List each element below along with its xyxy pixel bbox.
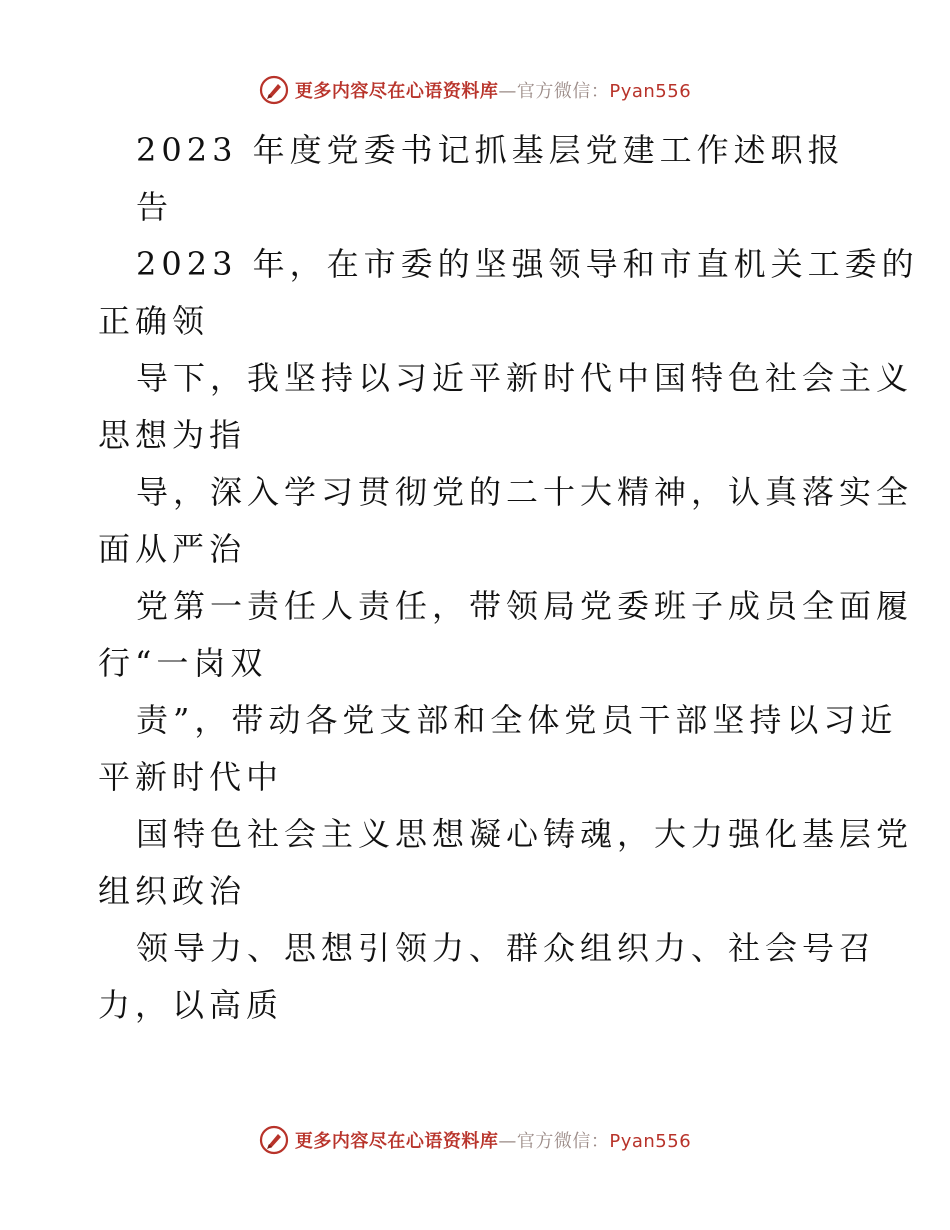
watermark-label: 官方微信：	[516, 1131, 610, 1152]
watermark-banner-top	[0, 70, 950, 110]
watermark-separator: —	[498, 81, 517, 102]
paragraph-line: 责”，带动各党支部和全体党员干部坚持以习近	[136, 701, 898, 739]
document-title-line-1: 2023 年度党委书记抓基层党建工作述职报	[136, 131, 845, 169]
paragraph-line: 2023 年，在市委的坚强领导和市直机关工委的	[136, 245, 919, 283]
watermark-label: 官方微信：	[516, 81, 610, 102]
paragraph-line: 力，以高质	[98, 986, 284, 1024]
paragraph-line: 领导力、思想引领力、群众组织力、社会号召	[136, 929, 877, 967]
watermark-main-text: 更多内容尽在心语资料库	[294, 81, 499, 102]
paragraph-line: 导下，我坚持以习近平新时代中国特色社会主义	[136, 359, 914, 397]
watermark-text	[295, 1127, 691, 1153]
watermark-separator: —	[498, 1131, 517, 1152]
paragraph-line: 面从严治	[98, 530, 247, 568]
document-body	[98, 122, 919, 1034]
watermark-account: Pyan556	[609, 1131, 692, 1152]
watermark-banner-bottom	[0, 1120, 950, 1160]
watermark-account: Pyan556	[609, 81, 692, 102]
watermark-text	[295, 77, 691, 103]
paragraph-line: 国特色社会主义思想凝心铸魂，大力强化基层党	[136, 815, 914, 853]
pen-logo-icon	[259, 75, 289, 105]
watermark-main-text: 更多内容尽在心语资料库	[294, 1131, 499, 1152]
pen-logo-icon	[259, 1125, 289, 1155]
paragraph-line: 导，深入学习贯彻党的二十大精神，认真落实全	[136, 473, 914, 511]
paragraph-line: 党第一责任人责任，带领局党委班子成员全面履	[136, 587, 914, 625]
document-title-line-2: 告	[136, 188, 174, 226]
paragraph-line: 正确领	[98, 302, 210, 340]
paragraph-line: 行“一岗双	[98, 644, 268, 682]
paragraph-line: 组织政治	[98, 872, 247, 910]
paragraph-line: 平新时代中	[98, 758, 284, 796]
paragraph-line: 思想为指	[98, 416, 247, 454]
